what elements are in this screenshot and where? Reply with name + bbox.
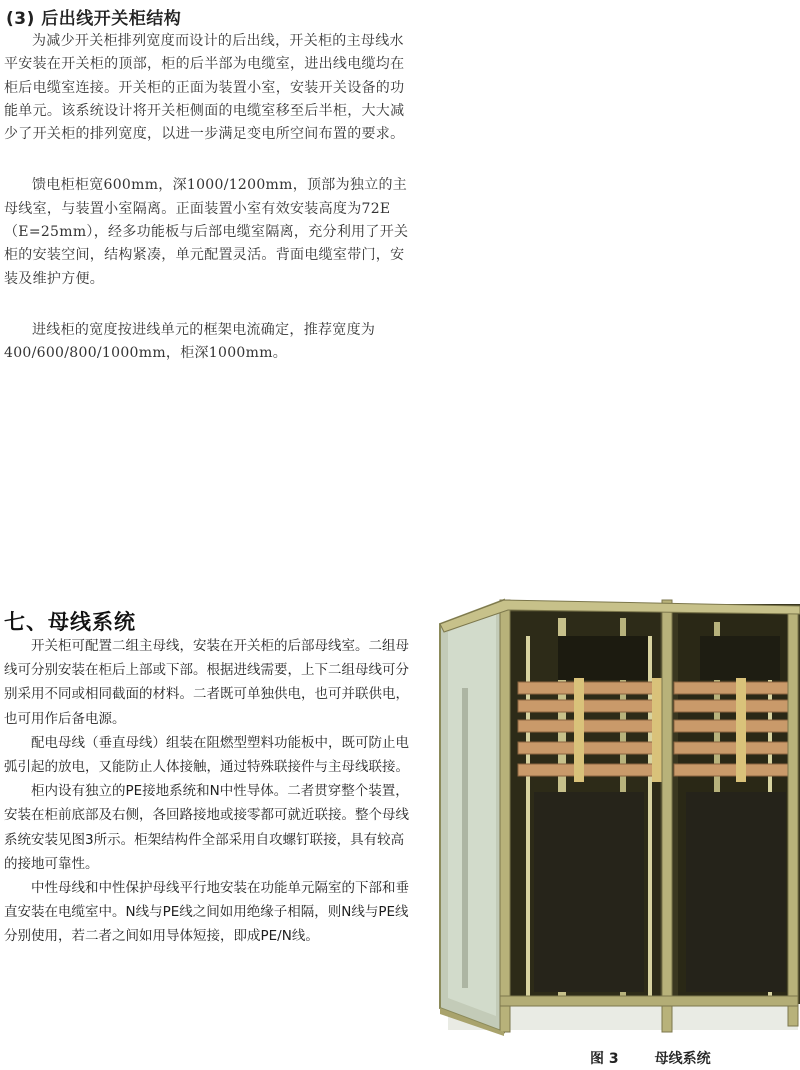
paragraph: 为减少开关柜排列宽度而设计的后出线，开关柜的主母线水平安装在开关柜的顶部，柜的后半部为电缆室，进出线电缆均在柜后电缆室连接。开关柜的正面为装置小室，安装开关设备的功能单元。该系统设计将开关柜侧面的电缆室移至后半柜，大大减少了开关柜的排列宽度，以进一步满足变电所空间布置的要求。 [4,33,405,143]
paragraph: 配电母线（垂直母线）组装在阻燃型塑料功能板中，既可防止电弧引起的放电，又能防止人体接触，通过特殊联接件与主母线联接。 [4,734,409,776]
paragraph: 柜内设有独立的PE接地系统和N中性导体。二者贯穿整个装置，安装在柜前底部及右侧，各回路接地或接零都可就近联接。整个母线系统安装见图3所示。柜架结构件全部采用自攻螺钉联接，具有较高的接地可靠性。 [4,783,409,872]
paragraph: 进线柜的宽度按进线单元的框架电流确定，推荐宽度为400/600/800/1000mm，柜深1000mm。 [4,321,376,362]
section-heading: (3) 后出线开关柜结构 [6,9,182,29]
section-heading: 七、母线系统 [4,610,136,634]
figure-label: 图 3 [590,1051,619,1067]
figure-caption [590,1048,711,1068]
busbar-system-photo [438,596,800,1036]
figure-title: 母线系统 [654,1051,711,1067]
section-body [4,634,412,949]
paragraph: 中性母线和中性保护母线平行地安装在功能单元隔室的下部和垂直安装在电缆室中。N线与PE线之间如用绝缘子相隔，则N线与PE线分别使用，若二者之间如用导体短接，即成PE/N线。 [4,880,409,945]
paragraph: 馈电柜柜宽600mm，深1000/1200mm，顶部为独立的主母线室，与装置小室隔离。正面装置小室有效安装高度为72E（E=25mm），经多功能板与后部电缆室隔离，充分利用了开关柜的安装空间，结构紧凑，单元配置灵活。背面电缆室带门，安装及维护方便。 [4,177,409,287]
paragraph: 开关柜可配置二组主母线，安装在开关柜的后部母线室。二组母线可分别安装在柜后上部或下部。根据进线需要，上下二组母线可分别采用不同或相同截面的材料。二者既可单独供电，也可并联供电，也可用作后备电源。 [4,638,409,727]
section-body [4,30,414,394]
